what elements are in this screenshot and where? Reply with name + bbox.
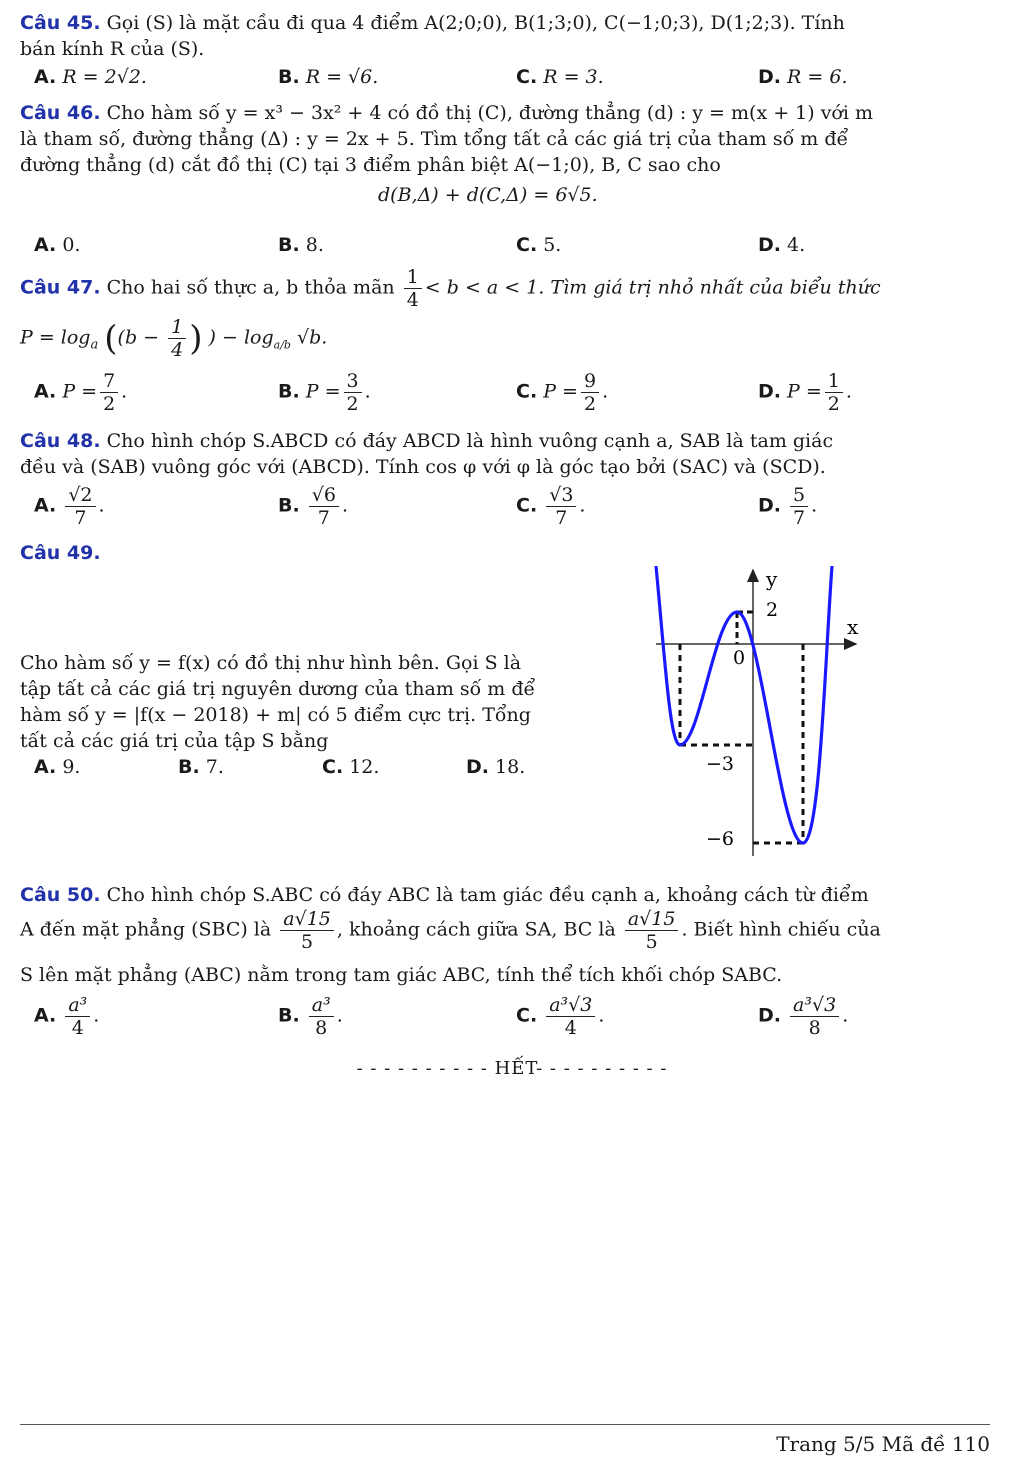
question-text: Cho hai số thực a, b thỏa mãn <box>106 276 395 299</box>
fraction: $\frac{1}{4}$ <box>404 266 422 311</box>
question-text: là tham số, đường thẳng (Δ) : y = 2x + 5. Tìm tổng tất cả các giá trị của tham số m để <box>20 128 849 150</box>
question-number: Câu 50. <box>20 884 101 906</box>
question-text: đường thẳng (d) cắt đồ thị (C) tại 3 điểm phân biệt A(−1;0), B, C sao cho <box>20 154 721 176</box>
question-text: đều và (SAB) vuông góc với (ABCD). Tính cos φ với φ là góc tạo bởi (SAC) và (SCD). <box>20 456 826 478</box>
question-number: Câu 47. <box>20 276 101 299</box>
function-graph <box>620 560 870 860</box>
question-text: S lên mặt phẳng (ABC) nằm trong tam giác ABC, tính thể tích khối chóp SABC. <box>20 964 783 986</box>
option-b: B. R = √6. <box>278 66 379 88</box>
option-d: D. P = $\frac{1}{2}$ . <box>758 370 852 415</box>
option-c: C. 12. <box>322 756 380 778</box>
option-c: C. R = 3. <box>516 66 604 88</box>
option-d: D. R = 6. <box>758 66 848 88</box>
footer-rule <box>20 1424 990 1425</box>
question-50-line2: A đến mặt phẳng (SBC) là $\frac{a√15}{5}$ , khoảng cách giữa SA, BC là $\frac{a√15}{5}$ . Biết hình chiếu của <box>20 908 881 953</box>
option-a: A. R = 2√2. <box>34 66 147 88</box>
expression-p: $P = \log_a ((b$ − $\frac{1}{4}$ ) ) − $\log_{a/b} √b$. <box>20 316 328 361</box>
option-b: B. P = $\frac{3}{2}$ . <box>278 370 371 415</box>
option-a: A. $\frac{\text{a³}}{4}$ . <box>34 994 100 1039</box>
question-text: bán kính R của (S). <box>20 38 205 60</box>
end-marker: - - - - - - - - - - HẾT- - - - - - - - - - <box>356 1058 668 1079</box>
tick-minus-3: −3 <box>706 753 735 775</box>
tick-2: 2 <box>766 599 779 621</box>
option-a: A. $\frac{√2}{7}$ . <box>34 484 105 529</box>
y-axis-label: y <box>766 567 778 591</box>
option-d: D. $\frac{5}{7}$ . <box>758 484 818 529</box>
question-48 <box>20 428 994 480</box>
question-text: < b < a < 1. Tìm giá trị nhỏ nhất của biểu thức <box>424 276 881 299</box>
option-c: C. $\frac{\text{a³√3}}{4}$ . <box>516 994 605 1039</box>
option-a: A. 9. <box>34 756 81 778</box>
option-a: A. P = $\frac{7}{2}$ . <box>34 370 128 415</box>
question-46 <box>20 100 994 178</box>
question-number: Câu 49. <box>20 542 101 564</box>
question-number: Câu 46. <box>20 102 101 124</box>
page-footer: Trang 5/5 Mã đề 110 <box>776 1432 990 1456</box>
tick-minus-6: −6 <box>706 828 735 850</box>
option-d: D. $\frac{\text{a³√3}}{8}$ . <box>758 994 849 1039</box>
question-text: Cho hàm số y = x³ − 3x² + 4 có đồ thị (C), đường thẳng (d) : y = m(x + 1) với m <box>106 102 874 124</box>
option-c: C. P = $\frac{9}{2}$ . <box>516 370 609 415</box>
option-b: B. $\frac{√6}{7}$ . <box>278 484 348 529</box>
question-text: Gọi (S) là mặt cầu đi qua 4 điểm A(2;0;0), B(1;3;0), C(−1;0;3), D(1;2;3). Tính <box>106 12 845 34</box>
question-text: Cho hình chóp S.ABC có đáy ABC là tam giác đều cạnh a, khoảng cách từ điểm <box>106 884 869 906</box>
option-a: A. 0. <box>34 234 81 256</box>
function-curve <box>656 566 832 843</box>
option-b: B. 7. <box>178 756 224 778</box>
question-49-text: Cho hàm số y = f(x) có đồ thị như hình bên. Gọi S là tập tất cả các giá trị nguyên dương của tham số m để hàm số y = |f(x − 2018) + m| có 5 điểm cực trị. Tổng tất cả các giá trị của tập S bằng <box>20 652 536 752</box>
origin-label: 0 <box>733 647 746 669</box>
question-50 <box>20 882 994 908</box>
formula: d(B,Δ) + d(C,Δ) = 6√5. <box>378 184 598 206</box>
option-b: B. 8. <box>278 234 324 256</box>
question-47 <box>20 266 994 311</box>
option-d: D. 4. <box>758 234 806 256</box>
question-text: Cho hình chóp S.ABCD có đáy ABCD là hình vuông cạnh a, SAB là tam giác <box>106 430 834 452</box>
question-45 <box>20 10 994 62</box>
option-d: D. 18. <box>466 756 526 778</box>
option-c: C. $\frac{√3}{7}$ . <box>516 484 586 529</box>
question-number: Câu 45. <box>20 12 101 34</box>
x-axis-label: x <box>847 615 859 639</box>
question-number: Câu 48. <box>20 430 101 452</box>
option-c: C. 5. <box>516 234 562 256</box>
option-b: B. $\frac{\text{a³}}{8}$ . <box>278 994 343 1039</box>
